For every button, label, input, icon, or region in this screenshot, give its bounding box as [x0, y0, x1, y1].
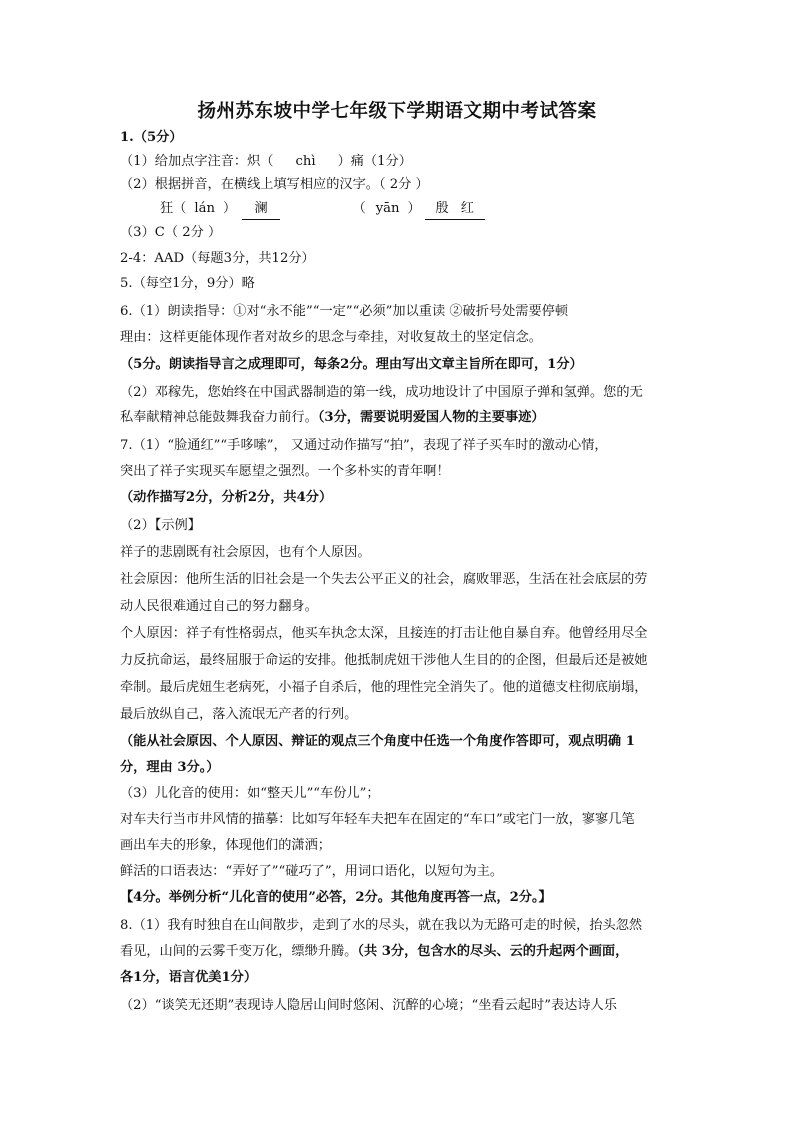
q1-part1 — [120, 152, 684, 172]
q1-heading: 1.（5分） — [120, 130, 183, 145]
q7-part2-line6: 牵制。最后虎妞生老病死，小福子自杀后，他的理性完全消失了。他的道德支柱彻底崩塌， — [120, 680, 648, 695]
word1-mid: ） — [222, 201, 237, 216]
q7-part3-line2: 画出车夫的形象，体现他们的潇洒； — [120, 838, 331, 853]
q7-part2-line3: 动人民很难通过自己的努力翻身。 — [120, 599, 318, 614]
q7-part3-heading: （3）儿化音的使用：如“整天儿”“车份儿”； — [120, 786, 380, 801]
q7-part1-line2: 突出了祥子实现买车愿望之强烈。一个多朴实的青年啊！ — [120, 464, 450, 479]
q7-part2-line7: 最后放纵自己，落入流氓无产者的行列。 — [120, 707, 358, 722]
q7-part2-line4: 个人原因：祥子有性格弱点，他买车执念太深，且接连的打击让他自暴自弃。他曾经用尽全 — [120, 626, 648, 641]
q7-part2-scoring-line1: （能从社会原因、个人原因、辩证的观点三个角度中任选一个角度作答即可，观点明确 1 — [120, 734, 635, 749]
word2-answer-char2: 红 — [460, 201, 474, 216]
q7-part2-line5: 力反抗命运，最终屈服于命运的安排。他抵制虎妞干涉他人生目的的企图，但最后还是被她 — [120, 653, 648, 668]
q7-part1-line1: 7.（1）“脸通红”“手哆嗦”， 又通过动作描写“拍”，表现了祥子买车时的激动心情， — [120, 438, 608, 453]
q6-part1: 6.（1）朗读指导：①对“永不能”“一定”“必须”加以重读 ②破折号处需要停顿 — [120, 304, 569, 319]
word1-answer: 澜 — [242, 199, 280, 220]
q2-4-answer: 2-4：AAD（每题3分，共12分） — [120, 251, 315, 266]
q8-part1-text: 看见，山间的云雾千变万化，缥缈升腾。 — [120, 944, 358, 959]
q7-part3-scoring: 【4分。举例分析“儿化音的使用”必答，2分。其他角度再答一点，2分。】 — [120, 890, 552, 905]
q7-part2-line1: 祥子的悲剧既有社会原因，也有个人原因。 — [120, 545, 371, 560]
word2-answer — [425, 199, 485, 220]
q7-part3-line3: 鲜活的口语表达：“弄好了”“碰巧了”，用词口语化，以短句为主。 — [120, 864, 504, 879]
word2-answer-char1: 殷 — [435, 201, 449, 216]
word1-pre: 狂（ — [160, 201, 187, 216]
q8-part1-line3: 各1分，语言优美1分） — [120, 970, 258, 985]
q1-part1-pre: （1）给加点字注音：炽（ — [120, 154, 274, 169]
word1-pinyin: lán — [194, 201, 215, 216]
q7-part1-scoring: （动作描写2分，分析2分，共4分） — [120, 490, 333, 505]
q8-part2-line1: （2）“谈笑无还期”表现诗人隐居山间时悠闲、沉醉的心境；“坐看云起时”表达诗人乐 — [120, 998, 617, 1013]
q6-part2-scoring: （3分，需要说明爱国人物的主要事迹） — [317, 410, 545, 425]
q7-part2-heading: （2）【示例】 — [120, 518, 201, 533]
document-title: 扬州苏东坡中学七年级下学期语文期中考试答案 — [197, 101, 597, 122]
q1-pinyin-answers — [160, 199, 684, 220]
q1-part1-post: ）痛（1分） — [337, 154, 412, 169]
q8-part1-line2 — [120, 942, 684, 962]
q1-part1-pinyin: chì — [295, 154, 316, 169]
q7-part2-line2: 社会原因：他所生活的旧社会是一个失去公平正义的社会，腐败罪恶，生活在社会底层的劳 — [120, 572, 648, 587]
q7-part2-scoring-line2: 分，理由 3分。） — [120, 760, 220, 775]
q8-part1-line1: 8.（1）我有时独自在山间散步，走到了水的尽头，就在我以为无路可走的时候，抬头忽然 — [120, 918, 643, 933]
q6-part2-line1: （2）邓稼先，您始终在中国武器制造的第一线，成功地设计了中国原子弹和氢弹。您的无 — [120, 385, 643, 400]
q1-part2: （2）根据拼音，在横线上填写相应的汉字。（ 2分 ） — [120, 177, 429, 192]
q6-reason: 理由：这样更能体现作者对故乡的思念与牵挂，对收复故土的坚定信念。 — [120, 330, 542, 345]
q8-part1-scoring: （共 3分，包含水的尽头、云的升起两个画面， — [357, 944, 629, 959]
word2-pinyin: yān — [375, 201, 400, 216]
q6-part2-text: 私奉献精神总能鼓舞我奋力前行。 — [120, 410, 318, 425]
q6-part2-line2 — [120, 408, 684, 428]
q7-part3-line1: 对车夫行当市井风情的描摹：比如写年轻车夫把车在固定的“车口”或宅门一放，寥寥几笔 — [120, 812, 635, 827]
q5-answer: 5.（每空1分，9分）略 — [120, 276, 255, 291]
q6-scoring: （5分。朗读指导言之成理即可，每条2分。理由写出文章主旨所在即可，1分） — [120, 357, 583, 372]
word2-mid: ） — [407, 201, 421, 216]
q1-part3: （3）C（ 2分 ） — [120, 225, 222, 240]
word2-pre: （ — [352, 201, 366, 216]
